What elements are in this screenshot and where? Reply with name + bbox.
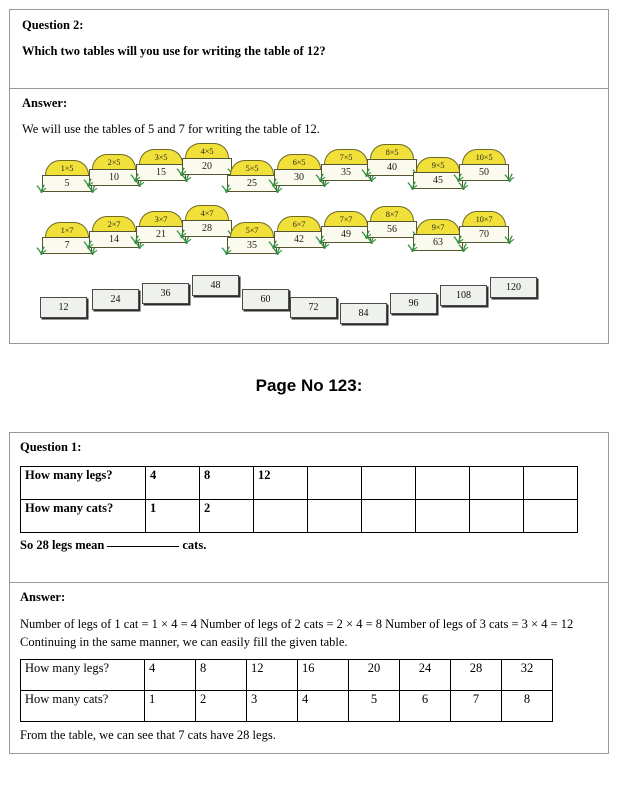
table-of-5-stone-4	[182, 143, 232, 175]
table-row	[21, 690, 553, 721]
table-of-7-stone-3	[136, 211, 186, 243]
product-value: 20	[182, 158, 232, 175]
multiple-of-12-box-3: 36	[142, 283, 189, 304]
table-of-5-graphic-row	[22, 143, 596, 201]
cats-cell-4	[308, 500, 362, 533]
question-2-answer-label: Answer:	[22, 96, 68, 110]
question-2-answer-panel	[9, 89, 609, 344]
multiplication-expression: 3×7	[139, 211, 183, 226]
legs-cell-8	[524, 467, 578, 500]
multiplication-expression: 4×7	[185, 205, 229, 220]
product-value: 56	[367, 221, 417, 238]
multiplication-expression: 6×7	[277, 216, 321, 231]
multiplication-expression: 1×5	[45, 160, 89, 175]
answer-legs-cell-8: 32	[502, 659, 553, 690]
answer-cats-cell-2: 2	[196, 690, 247, 721]
question-1-answer-panel	[9, 583, 609, 754]
fill-in-prefix: So 28 legs mean	[20, 538, 105, 553]
legs-cell-4	[308, 467, 362, 500]
table-of-5-stone-7	[321, 149, 371, 181]
product-value: 15	[136, 164, 186, 181]
grass-tuft-icon	[407, 179, 418, 190]
multiple-of-12-box-9: 108	[440, 285, 487, 306]
legs-cell-7	[470, 467, 524, 500]
grass-tuft-icon	[36, 244, 47, 255]
answer-legs-cell-5: 20	[349, 659, 400, 690]
cats-cell-7	[470, 500, 524, 533]
grass-tuft-icon	[504, 171, 515, 182]
legs-cell-6	[416, 467, 470, 500]
question-1-fill-in-blank	[20, 539, 598, 552]
multiplication-expression: 4×5	[185, 143, 229, 158]
answer-legs-row-header: How many legs?	[21, 659, 145, 690]
multiplication-expression: 9×7	[416, 219, 460, 234]
product-value: 10	[89, 169, 139, 186]
table-of-5-stone-9	[413, 157, 463, 189]
table-row	[21, 467, 578, 500]
cats-cell-1: 1	[146, 500, 200, 533]
table-of-7-stone-2	[89, 216, 139, 248]
table-of-7-stone-7	[321, 211, 371, 243]
multiplication-expression: 7×5	[324, 149, 368, 164]
cats-cell-2: 2	[200, 500, 254, 533]
table-row	[21, 500, 578, 533]
answer-legs-cell-4: 16	[298, 659, 349, 690]
question-2-prompt-panel	[9, 9, 609, 89]
multiplication-expression: 10×7	[462, 211, 506, 226]
grass-tuft-icon	[407, 241, 418, 252]
table-of-5-stone-3	[136, 149, 186, 181]
table-of-5-stone-2	[89, 154, 139, 186]
product-value: 25	[227, 175, 277, 192]
table-of-5-stone-1	[42, 160, 92, 192]
cats-cell-3	[254, 500, 308, 533]
multiplication-expression: 9×5	[416, 157, 460, 172]
answer-cats-cell-3: 3	[247, 690, 298, 721]
question-1-conclusion: From the table, we can see that 7 cats have 28 legs.	[20, 727, 276, 742]
table-of-7-stone-8	[367, 206, 417, 238]
product-value: 28	[182, 220, 232, 237]
grass-tuft-icon	[221, 182, 232, 193]
grass-tuft-icon	[221, 244, 232, 255]
answer-legs-cell-3: 12	[247, 659, 298, 690]
answer-cats-cell-5: 5	[349, 690, 400, 721]
table-of-7-stone-6	[274, 216, 324, 248]
product-value: 35	[321, 164, 371, 181]
product-value: 5	[42, 175, 92, 192]
answer-legs-cell-7: 28	[451, 659, 502, 690]
table-of-7-stone-10	[459, 211, 509, 243]
fill-in-suffix: cats.	[182, 538, 207, 553]
table-of-7-stone-9	[413, 219, 463, 251]
product-value: 63	[413, 234, 463, 251]
multiple-of-12-box-10: 120	[490, 277, 537, 298]
product-value: 45	[413, 172, 463, 189]
grass-tuft-icon	[36, 182, 47, 193]
product-value: 21	[136, 226, 186, 243]
legs-cell-1: 4	[146, 467, 200, 500]
answer-legs-cell-6: 24	[400, 659, 451, 690]
answer-cats-cell-6: 6	[400, 690, 451, 721]
legs-row-header: How many legs?	[21, 467, 146, 500]
table-of-5-stone-6	[274, 154, 324, 186]
question-2-block	[9, 9, 609, 344]
answer-cats-cell-8: 8	[502, 690, 553, 721]
product-value: 42	[274, 231, 324, 248]
product-value: 70	[459, 226, 509, 243]
multiple-of-12-box-6: 72	[290, 297, 337, 318]
answer-cats-row-header: How many cats?	[21, 690, 145, 721]
question-1-prompt-panel	[9, 432, 609, 583]
question-1-answer-label: Answer:	[20, 590, 66, 605]
multiplication-expression: 1×7	[45, 222, 89, 237]
table-of-7-stone-1	[42, 222, 92, 254]
multiplication-expression: 8×7	[370, 206, 414, 221]
table-of-7-stone-4	[182, 205, 232, 237]
product-value: 40	[367, 159, 417, 176]
answer-cats-cell-1: 1	[145, 690, 196, 721]
product-value: 35	[227, 237, 277, 254]
multiplication-expression: 2×7	[92, 216, 136, 231]
multiple-of-12-box-7: 84	[340, 303, 387, 324]
multiple-of-12-box-4: 48	[192, 275, 239, 296]
multiplication-expression: 8×5	[370, 144, 414, 159]
multiple-of-12-box-5: 60	[242, 289, 289, 310]
legs-cell-2: 8	[200, 467, 254, 500]
multiplication-expression: 5×5	[230, 160, 274, 175]
multiplication-expression: 6×5	[277, 154, 321, 169]
cats-cell-5	[362, 500, 416, 533]
table-of-7-graphic-row	[22, 205, 596, 263]
answer-legs-cell-2: 8	[196, 659, 247, 690]
cats-cell-8	[524, 500, 578, 533]
multiplication-expression: 7×7	[324, 211, 368, 226]
multiple-of-12-box-8: 96	[390, 293, 437, 314]
legs-cell-3: 12	[254, 467, 308, 500]
question-1-block	[9, 432, 609, 754]
multiplication-expression: 2×5	[92, 154, 136, 169]
cats-cell-6	[416, 500, 470, 533]
multiplication-expression: 3×5	[139, 149, 183, 164]
question-2-answer-text: We will use the tables of 5 and 7 for writing the table of 12.	[22, 122, 320, 137]
answer-cats-cell-4: 4	[298, 690, 349, 721]
product-value: 30	[274, 169, 324, 186]
product-value: 7	[42, 237, 92, 254]
question-1-answer-paragraph: Number of legs of 1 cat = 1 × 4 = 4 Number of legs of 2 cats = 2 × 4 = 8 Number of legs of 3 cats = 3 × 4 = 12 Continuing in the same manner, we can easily fill the given table.	[20, 617, 574, 650]
table-of-5-stone-5	[227, 160, 277, 192]
question-1-table	[20, 466, 578, 533]
answer-cats-cell-7: 7	[451, 690, 502, 721]
question-1-answer-table	[20, 659, 553, 722]
question-2-text: Which two tables will you use for writing the table of 12?	[22, 44, 326, 59]
question-2-label: Question 2:	[22, 18, 84, 32]
cats-row-header: How many cats?	[21, 500, 146, 533]
answer-legs-cell-1: 4	[145, 659, 196, 690]
table-row	[21, 659, 553, 690]
page-heading: Page No 123:	[255, 376, 363, 395]
product-value: 14	[89, 231, 139, 248]
question-1-label: Question 1:	[20, 440, 82, 454]
table-of-5-stone-10	[459, 149, 509, 181]
table-of-5-stone-8	[367, 144, 417, 176]
multiplication-expression: 5×7	[230, 222, 274, 237]
product-value: 50	[459, 164, 509, 181]
product-value: 49	[321, 226, 371, 243]
table-of-7-stone-5	[227, 222, 277, 254]
legs-cell-5	[362, 467, 416, 500]
multiple-of-12-box-1: 12	[40, 297, 87, 318]
grass-tuft-icon	[504, 233, 515, 244]
blank-answer-line[interactable]	[107, 546, 179, 547]
multiple-of-12-box-2: 24	[92, 289, 139, 310]
table-of-12-box-row	[22, 269, 596, 325]
multiplication-expression: 10×5	[462, 149, 506, 164]
